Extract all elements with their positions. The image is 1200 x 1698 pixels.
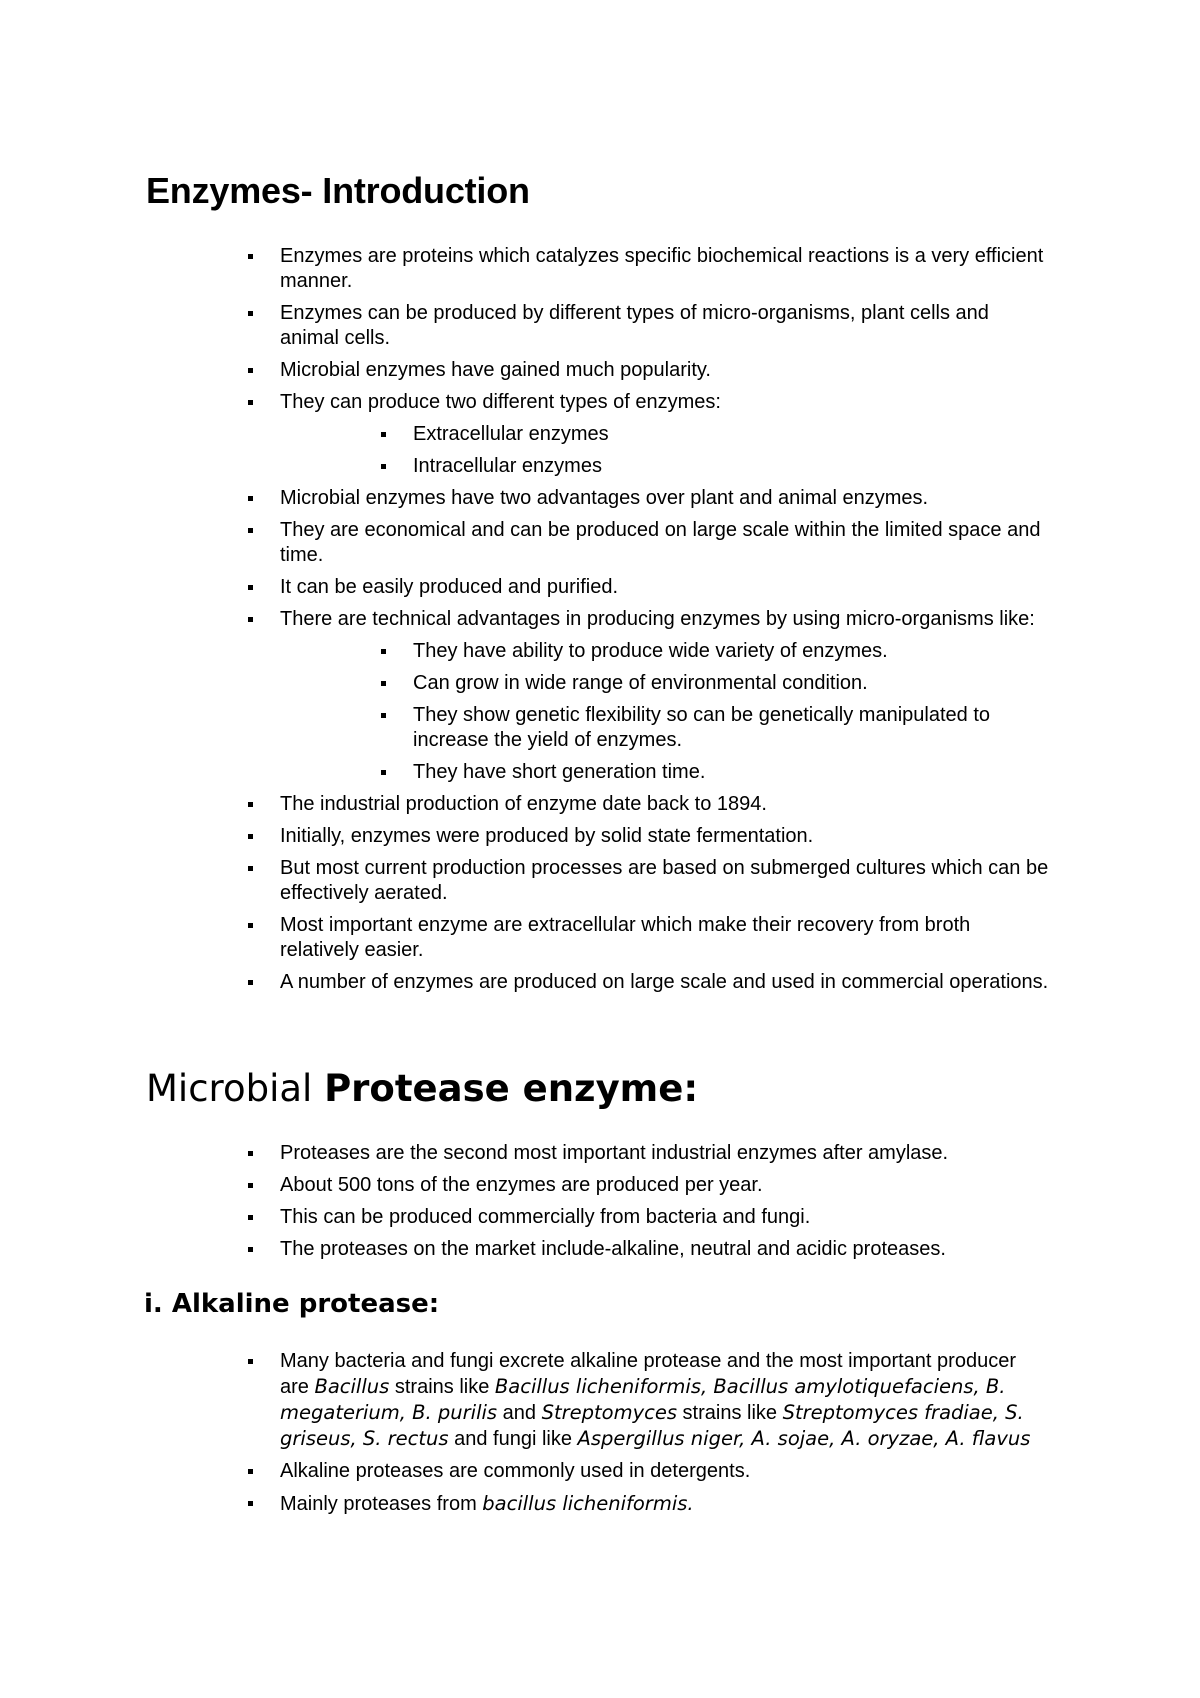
sub-list-item: Can grow in wide range of environmental condition. <box>0 671 1050 696</box>
text-run: strains like <box>389 1376 495 1398</box>
list-item: Most important enzyme are extracellular which make their recovery from broth relatively easier. <box>0 913 1050 963</box>
alkaline-protease-bullet-list <box>0 1349 1050 1524</box>
text-run: and <box>497 1402 542 1424</box>
list-item: But most current production processes are based on submerged cultures which can be effectively aerated. <box>0 856 1050 906</box>
list-item: Microbial enzymes have gained much popularity. <box>0 358 1050 383</box>
title-prefix: Microbial <box>146 1067 325 1110</box>
section-title-enzymes-introduction: Enzymes- Introduction <box>146 170 530 211</box>
italic-species-name: Bacillus <box>314 1375 390 1398</box>
italic-species-name: Streptomyces <box>541 1401 677 1424</box>
italic-species-name: bacillus licheniformis. <box>482 1492 694 1515</box>
list-item: Microbial enzymes have two advantages over plant and animal enzymes. <box>0 486 1050 511</box>
protease-bullet-list <box>0 1141 1050 1269</box>
introduction-bullet-list <box>0 244 1050 1002</box>
list-item: Initially, enzymes were produced by solid state fermentation. <box>0 824 1050 849</box>
italic-species-name: Aspergillus niger, A. sojae, A. oryzae, A. flavus <box>577 1427 1031 1450</box>
text-run: Alkaline proteases are commonly used in detergents. <box>280 1460 751 1482</box>
list-item: The proteases on the market include-alkaline, neutral and acidic proteases. <box>0 1237 1050 1262</box>
text-run: Mainly proteases from <box>280 1493 483 1515</box>
list-item: It can be easily produced and purified. <box>0 575 1050 600</box>
list-item: This can be produced commercially from bacteria and fungi. <box>0 1205 1050 1230</box>
list-item: There are technical advantages in producing enzymes by using micro-organisms like: <box>0 607 1050 632</box>
list-item: Enzymes are proteins which catalyzes specific biochemical reactions is a very efficient manner. <box>0 244 1050 294</box>
list-item: Enzymes can be produced by different types of micro-organisms, plant cells and animal cells. <box>0 301 1050 351</box>
list-item <box>0 1491 1050 1517</box>
list-item: The industrial production of enzyme date back to 1894. <box>0 792 1050 817</box>
list-item: A number of enzymes are produced on large scale and used in commercial operations. <box>0 970 1050 995</box>
list-item: Proteases are the second most important industrial enzymes after amylase. <box>0 1141 1050 1166</box>
sub-list-item: Intracellular enzymes <box>0 454 1050 479</box>
list-item: They are economical and can be produced on large scale within the limited space and time. <box>0 518 1050 568</box>
title-bold: Protease enzyme: <box>324 1067 699 1110</box>
italic-species-name: Streptomyces fradiae, S. griseus, S. rectus <box>280 1401 1024 1450</box>
list-item <box>0 1459 1050 1484</box>
list-item <box>0 1349 1050 1452</box>
sub-list-item: They have short generation time. <box>0 760 1050 785</box>
sub-list-item: They show genetic flexibility so can be genetically manipulated to increase the yield of enzymes. <box>0 703 1050 753</box>
list-item: About 500 tons of the enzymes are produced per year. <box>0 1173 1050 1198</box>
section-title-microbial-protease <box>146 1067 698 1110</box>
italic-species-name: Bacillus licheniformis, Bacillus amylotiquefaciens, B. megaterium, B. purilis <box>280 1375 1006 1424</box>
sub-list-item: Extracellular enzymes <box>0 422 1050 447</box>
subsection-title-alkaline-protease: i. Alkaline protease: <box>144 1289 440 1319</box>
text-run: and fungi like <box>448 1428 578 1450</box>
text-run: Many bacteria and fungi excrete alkaline protease and the most important producer are <box>280 1350 1016 1398</box>
text-run: strains like <box>676 1402 783 1424</box>
sub-list-item: They have ability to produce wide variety of enzymes. <box>0 639 1050 664</box>
list-item: They can produce two different types of enzymes: <box>0 390 1050 415</box>
